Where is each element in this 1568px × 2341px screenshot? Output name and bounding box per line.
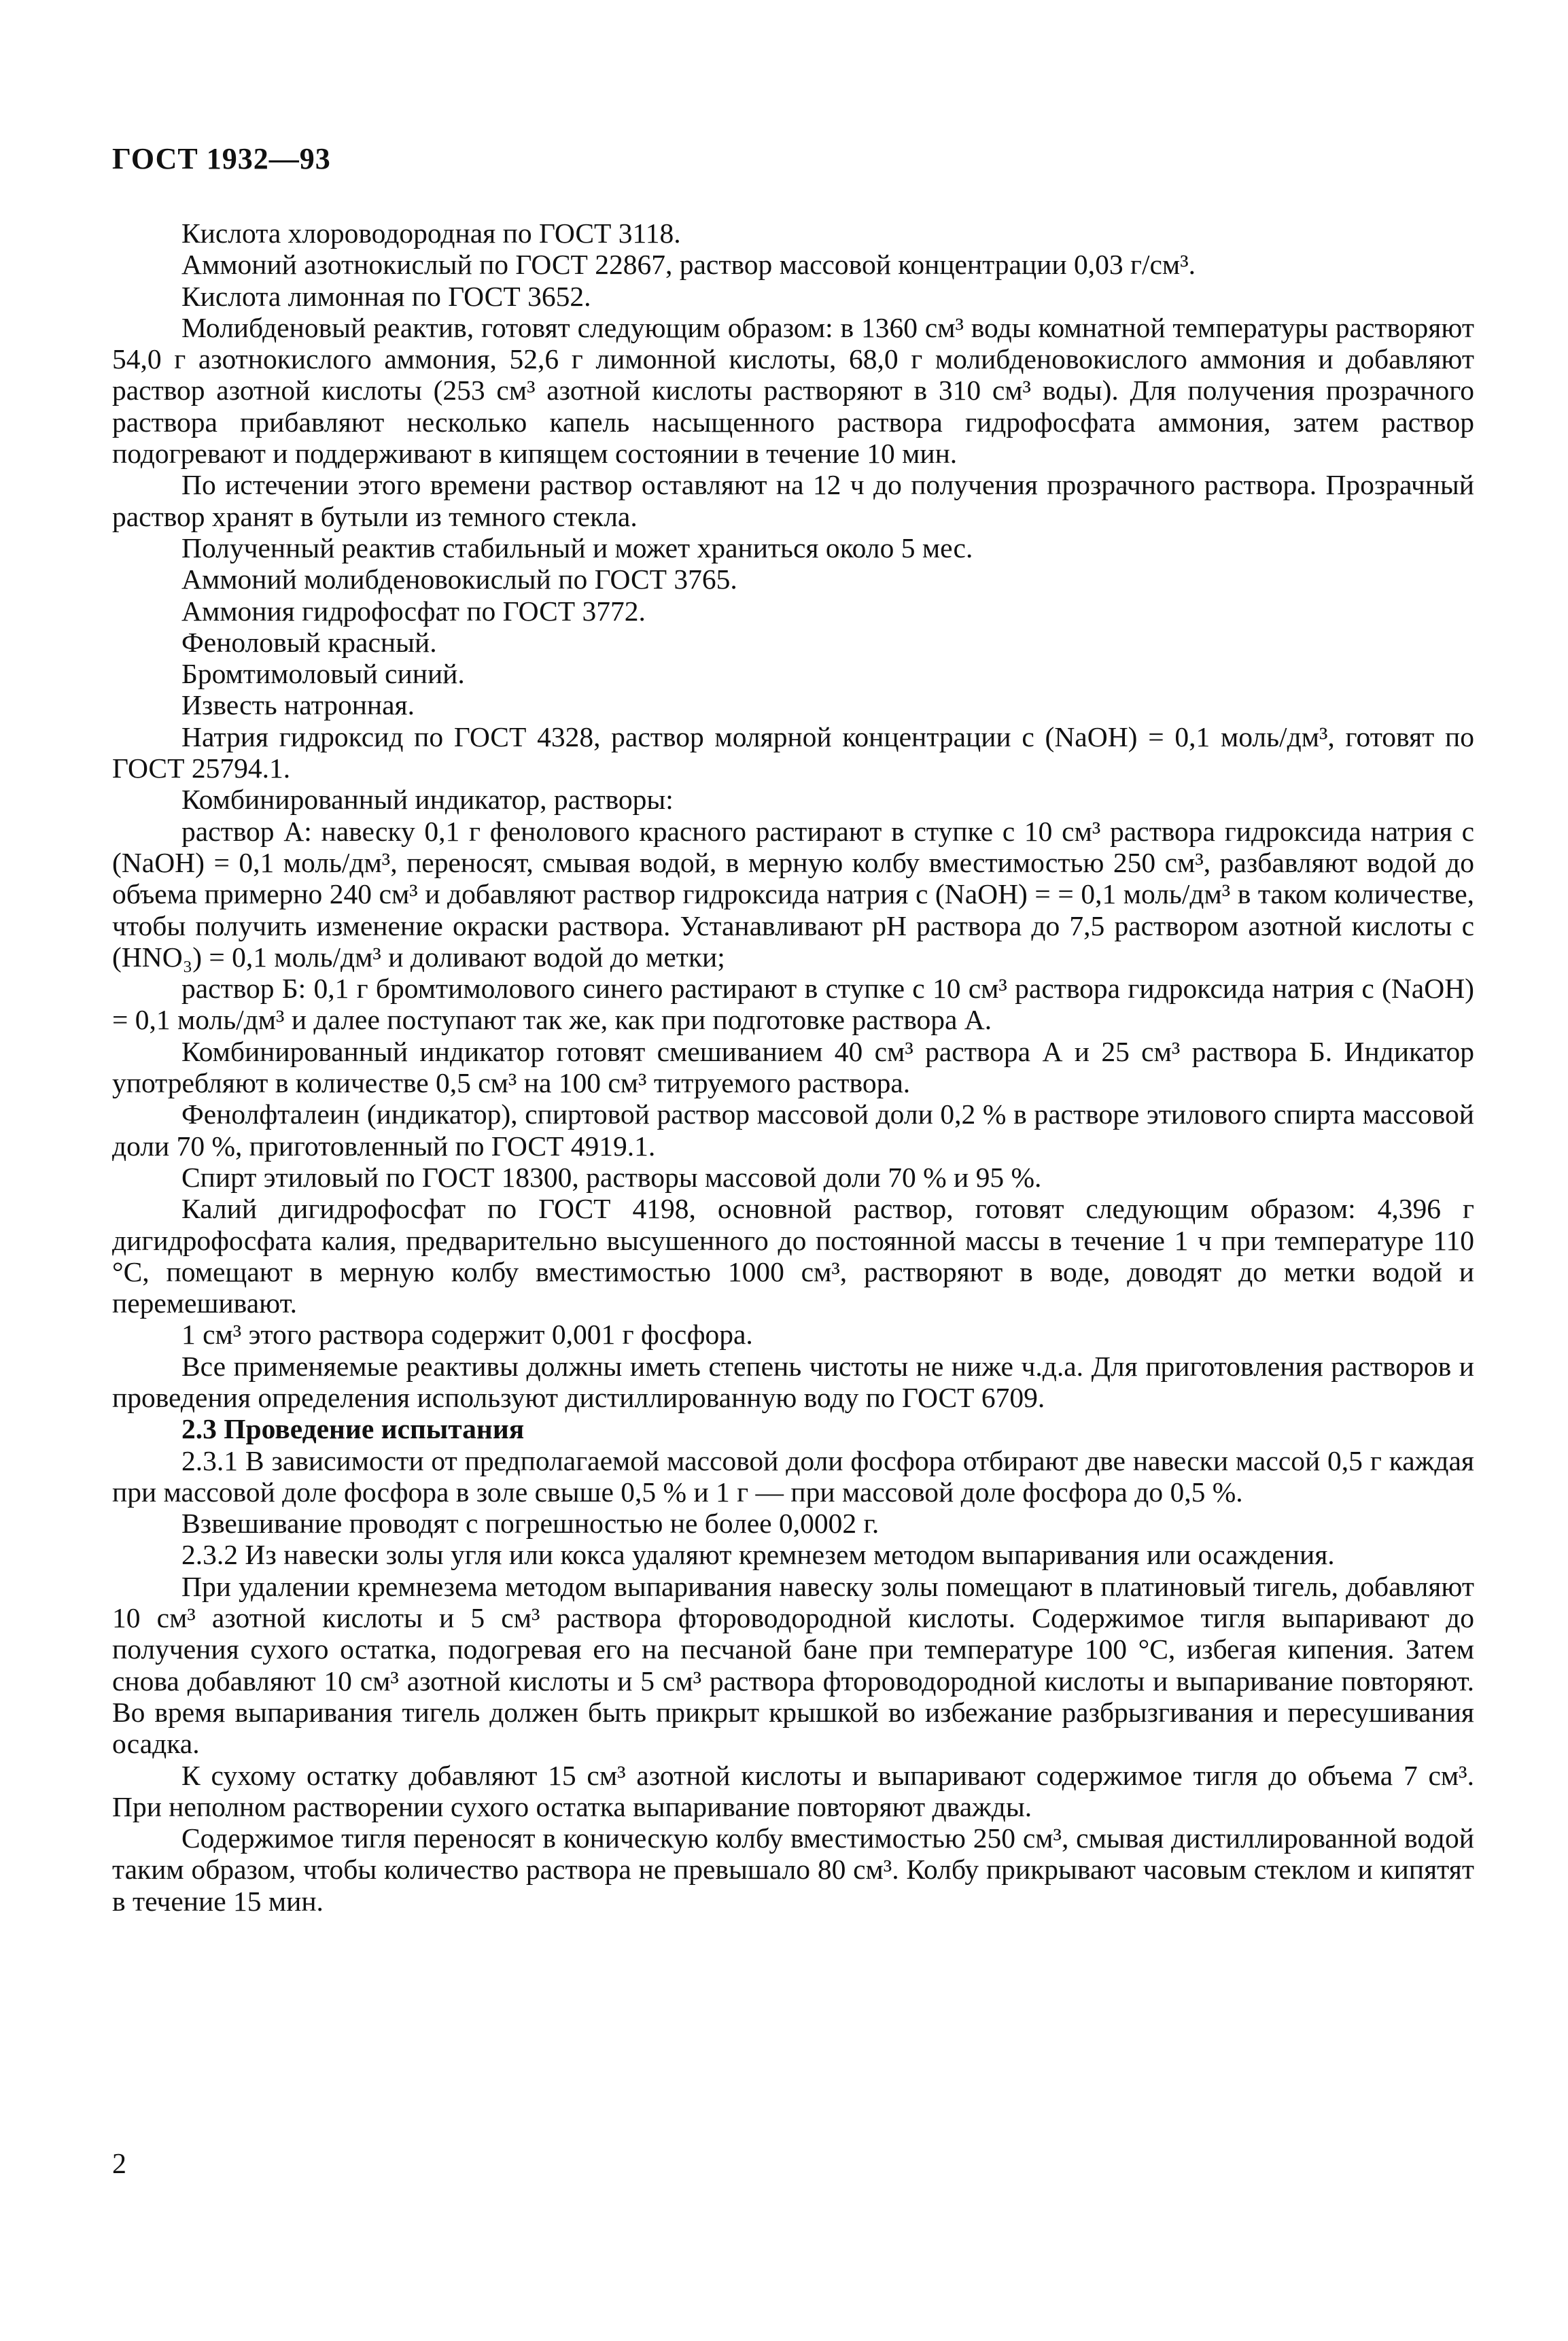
paragraph: Кислота хлороводородная по ГОСТ 3118.: [181, 218, 681, 249]
paragraph: Известь натронная.: [181, 689, 415, 721]
paragraph: При удалении кремнезема методом выпаривания навеску золы помещают в платиновый тигель, добавляют 10 см³ азотной кислоты и 5 см³ раствора фтороводородной кислоты. Содержимое тигля выпаривают до получения сухого остатка, подогревая его на песчаной бане при температуре 100 °С, избегая кипения. Затем снова добавляют 10 см³ азотной кислоты и 5 см³ раствора фтороводородной кислоты и выпаривание повторяют. Во время выпаривания тигель должен быть прикрыт крышкой во избежание разбрызгивания и пересушивания осадка.: [112, 1570, 1474, 1760]
paragraph: Комбинированный индикатор, растворы:: [181, 784, 674, 816]
paragraph: Все применяемые реактивы должны иметь степень чистоты не ниже ч.д.а. Для приготовления растворов и проведения определения используют дистиллированную воду по ГОСТ 6709.: [112, 1350, 1474, 1413]
paragraph: Фенолфталеин (индикатор), спиртовой раствор массовой доли 0,2 % в растворе этилового спирта массовой доли 70 %, приготовленный по ГОСТ 4919.1.: [112, 1098, 1474, 1162]
paragraph: Аммоний молибденовокислый по ГОСТ 3765.: [181, 563, 737, 595]
page-number: 2: [112, 2149, 126, 2180]
paragraph: Бромтимоловый синий.: [181, 658, 465, 690]
paragraph: Аммоний азотнокислый по ГОСТ 22867, раствор массовой концентрации 0,03 г/см³.: [181, 249, 1196, 281]
paragraph: 2.3.2 Из навески золы угля или кокса удаляют кремнезем методом выпаривания или осаждения.: [181, 1539, 1335, 1571]
paragraph: раствор Б: 0,1 г бромтимолового синего растирают в ступке с 10 см³ раствора гидроксида натрия c (NaOH) = 0,1 моль/дм³ и далее поступают так же, как при подготовке раствора А.: [112, 973, 1474, 1036]
paragraph: Комбинированный индикатор готовят смешиванием 40 см³ раствора А и 25 см³ раствора Б. Индикатор употребляют в количестве 0,5 см³ на 100 см³ титруемого раствора.: [112, 1035, 1474, 1099]
paragraph: Содержимое тигля переносят в коническую колбу вместимостью 250 см³, смывая дистиллированной водой таким образом, чтобы количество раствора не превышало 80 см³. Колбу прикрывают часовым стеклом и кипятят в течение 15 мин.: [112, 1822, 1474, 1917]
document-body: [112, 218, 1474, 1917]
paragraph: К сухому остатку добавляют 15 см³ азотной кислоты и выпаривают содержимое тигля до объема 7 см³. При неполном растворении сухого остатка выпаривание повторяют дважды.: [112, 1759, 1474, 1822]
paragraph: Аммония гидрофосфат по ГОСТ 3772.: [181, 595, 646, 627]
paragraph: Натрия гидроксид по ГОСТ 4328, раствор молярной концентрации c (NaOH) = 0,1 моль/дм³, готовят по ГОСТ 25794.1.: [112, 721, 1474, 784]
document-header: ГОСТ 1932—93: [112, 142, 331, 175]
paragraph: Калий дигидрофосфат по ГОСТ 4198, основной раствор, готовят следующим образом: 4,396 г дигидрофосфата калия, предварительно высушенного до постоянной массы в течение 1 ч при температуре 110 °С, помещают в мерную колбу вместимостью 1000 см³, растворяют в воде, доводят до метки водой и перемешивают.: [112, 1193, 1474, 1319]
paragraph: Кислота лимонная по ГОСТ 3652.: [181, 280, 591, 312]
paragraph: Полученный реактив стабильный и может храниться около 5 мес.: [181, 532, 973, 563]
paragraph: Спирт этиловый по ГОСТ 18300, растворы массовой доли 70 % и 95 %.: [181, 1161, 1042, 1193]
section-heading: 2.3 Проведение испытания: [181, 1413, 525, 1445]
paragraph: раствор А: навеску 0,1 г фенолового красного растирают в ступке с 10 см³ раствора гидроксида натрия c (NaOH) = 0,1 моль/дм³, переносят, смывая водой, в мерную колбу вместимостью 250 см³, разбавляют водой до объема примерно 240 см³ и добавляют раствор гидроксида натрия c (NaOH) = = 0,1 моль/дм³ в таком количестве, чтобы получить изменение окраски раствора. Устанавливают pH раствора до 7,5 раствором азотной кислоты c (HNO₃) = 0,1 моль/дм³ и доливают водой до метки;: [112, 815, 1474, 973]
paragraph: 1 см³ этого раствора содержит 0,001 г фосфора.: [181, 1319, 753, 1351]
paragraph: Молибденовый реактив, готовят следующим образом: в 1360 см³ воды комнатной температуры растворяют 54,0 г азотнокислого аммония, 52,6 г лимонной кислоты, 68,0 г молибденовокислого аммония и добавляют раствор азотной кислоты (253 см³ азотной кислоты растворяют в 310 см³ воды). Для получения прозрачного раствора прибавляют несколько капель насыщенного раствора гидрофосфата аммония, затем раствор подогревают и поддерживают в кипящем состоянии в течение 10 мин.: [112, 311, 1474, 470]
paragraph: 2.3.1 В зависимости от предполагаемой массовой доли фосфора отбирают две навески массой 0,5 г каждая при массовой доле фосфора в золе свыше 0,5 % и 1 г — при массовой доле фосфора до 0,5 %.: [112, 1444, 1474, 1508]
paragraph: Феноловый красный.: [181, 626, 437, 658]
paragraph: Взвешивание проводят с погрешностью не более 0,0002 г.: [181, 1508, 879, 1540]
paragraph: По истечении этого времени раствор оставляют на 12 ч до получения прозрачного раствора. Прозрачный раствор хранят в бутыли из темного стекла.: [112, 469, 1474, 532]
